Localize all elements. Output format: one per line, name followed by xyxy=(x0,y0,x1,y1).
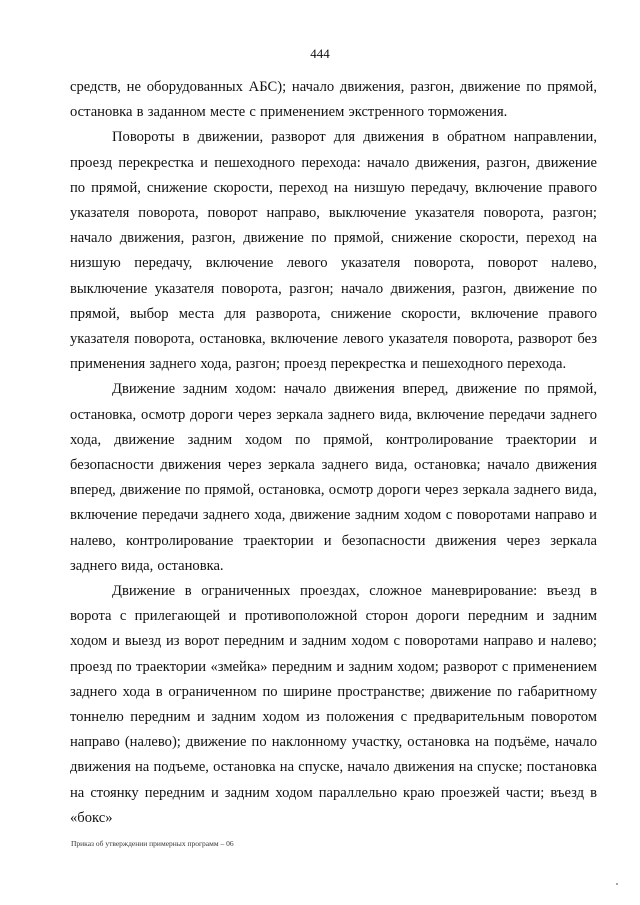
paragraph-continuation: средств, не оборудованных АБС); начало движения, разгон, движение по прямой, остановка в заданном месте с применением экстренного торможения. xyxy=(70,79,597,121)
scan-speck xyxy=(616,883,618,885)
paragraph-reverse: Движение задним ходом: начало движения вперед, движение по прямой, остановка, осмотр дороги через зеркала заднего вида, включение передачи заднего хода, движение задним ходом по прямой, контролирование траектории и безопасности движения через зеркала заднего вида, остановка; начало движения вперед, движение по прямой, остановка, осмотр дороги через зеркала заднего вида, включение передачи заднего хода, движение задним ходом с поворотами направо и налево, контролирование траектории и безопасности движения через зеркала заднего вида, остановка. xyxy=(70,381,597,574)
document-body xyxy=(70,75,597,831)
paragraph-turns: Повороты в движении, разворот для движения в обратном направлении, проезд перекрестка и пешеходного перехода: начало движения, разгон, движение по прямой, снижение скорости, переход на низшую передачу, включение правого указателя поворота, поворот направо, выключение указателя поворота, разгон; начало движения, разгон, движение по прямой, снижение скорости, переход на низшую передачу, включение левого указателя поворота, поворот налево, выключение указателя поворота, разгон; начало движения, разгон, движение по прямой, выбор места для разворота, снижение скорости, включение правого указателя поворота, остановка, включение левого указателя поворота, разворот без применения заднего хода, разгон; проезд перекрестка и пешеходного перехода. xyxy=(70,129,597,373)
paragraph-maneuvering: Движение в ограниченных проездах, сложное маневрирование: въезд в ворота с прилегающей и противоположной сторон дороги передним и задним ходом и выезд из ворот передним и задним ходом с поворотами направо и налево; проезд по траектории «змейка» передним и задним ходом; разворот с применением заднего хода в ограниченном по ширине пространстве; движение по габаритному тоннелю передним и задним ходом из положения с предварительным поворотом направо (налево); движение по наклонному участку, остановка на подъёме, начало движения на подъеме, остановка на спуске, начало движения на спуске; постановка на стоянку передним и задним ходом параллельно краю проезжей части; въезд в «бокс» xyxy=(70,583,597,826)
page-number: 444 xyxy=(310,46,330,61)
footer-note: Приказ об утверждении примерных программ – 06 xyxy=(71,839,234,848)
